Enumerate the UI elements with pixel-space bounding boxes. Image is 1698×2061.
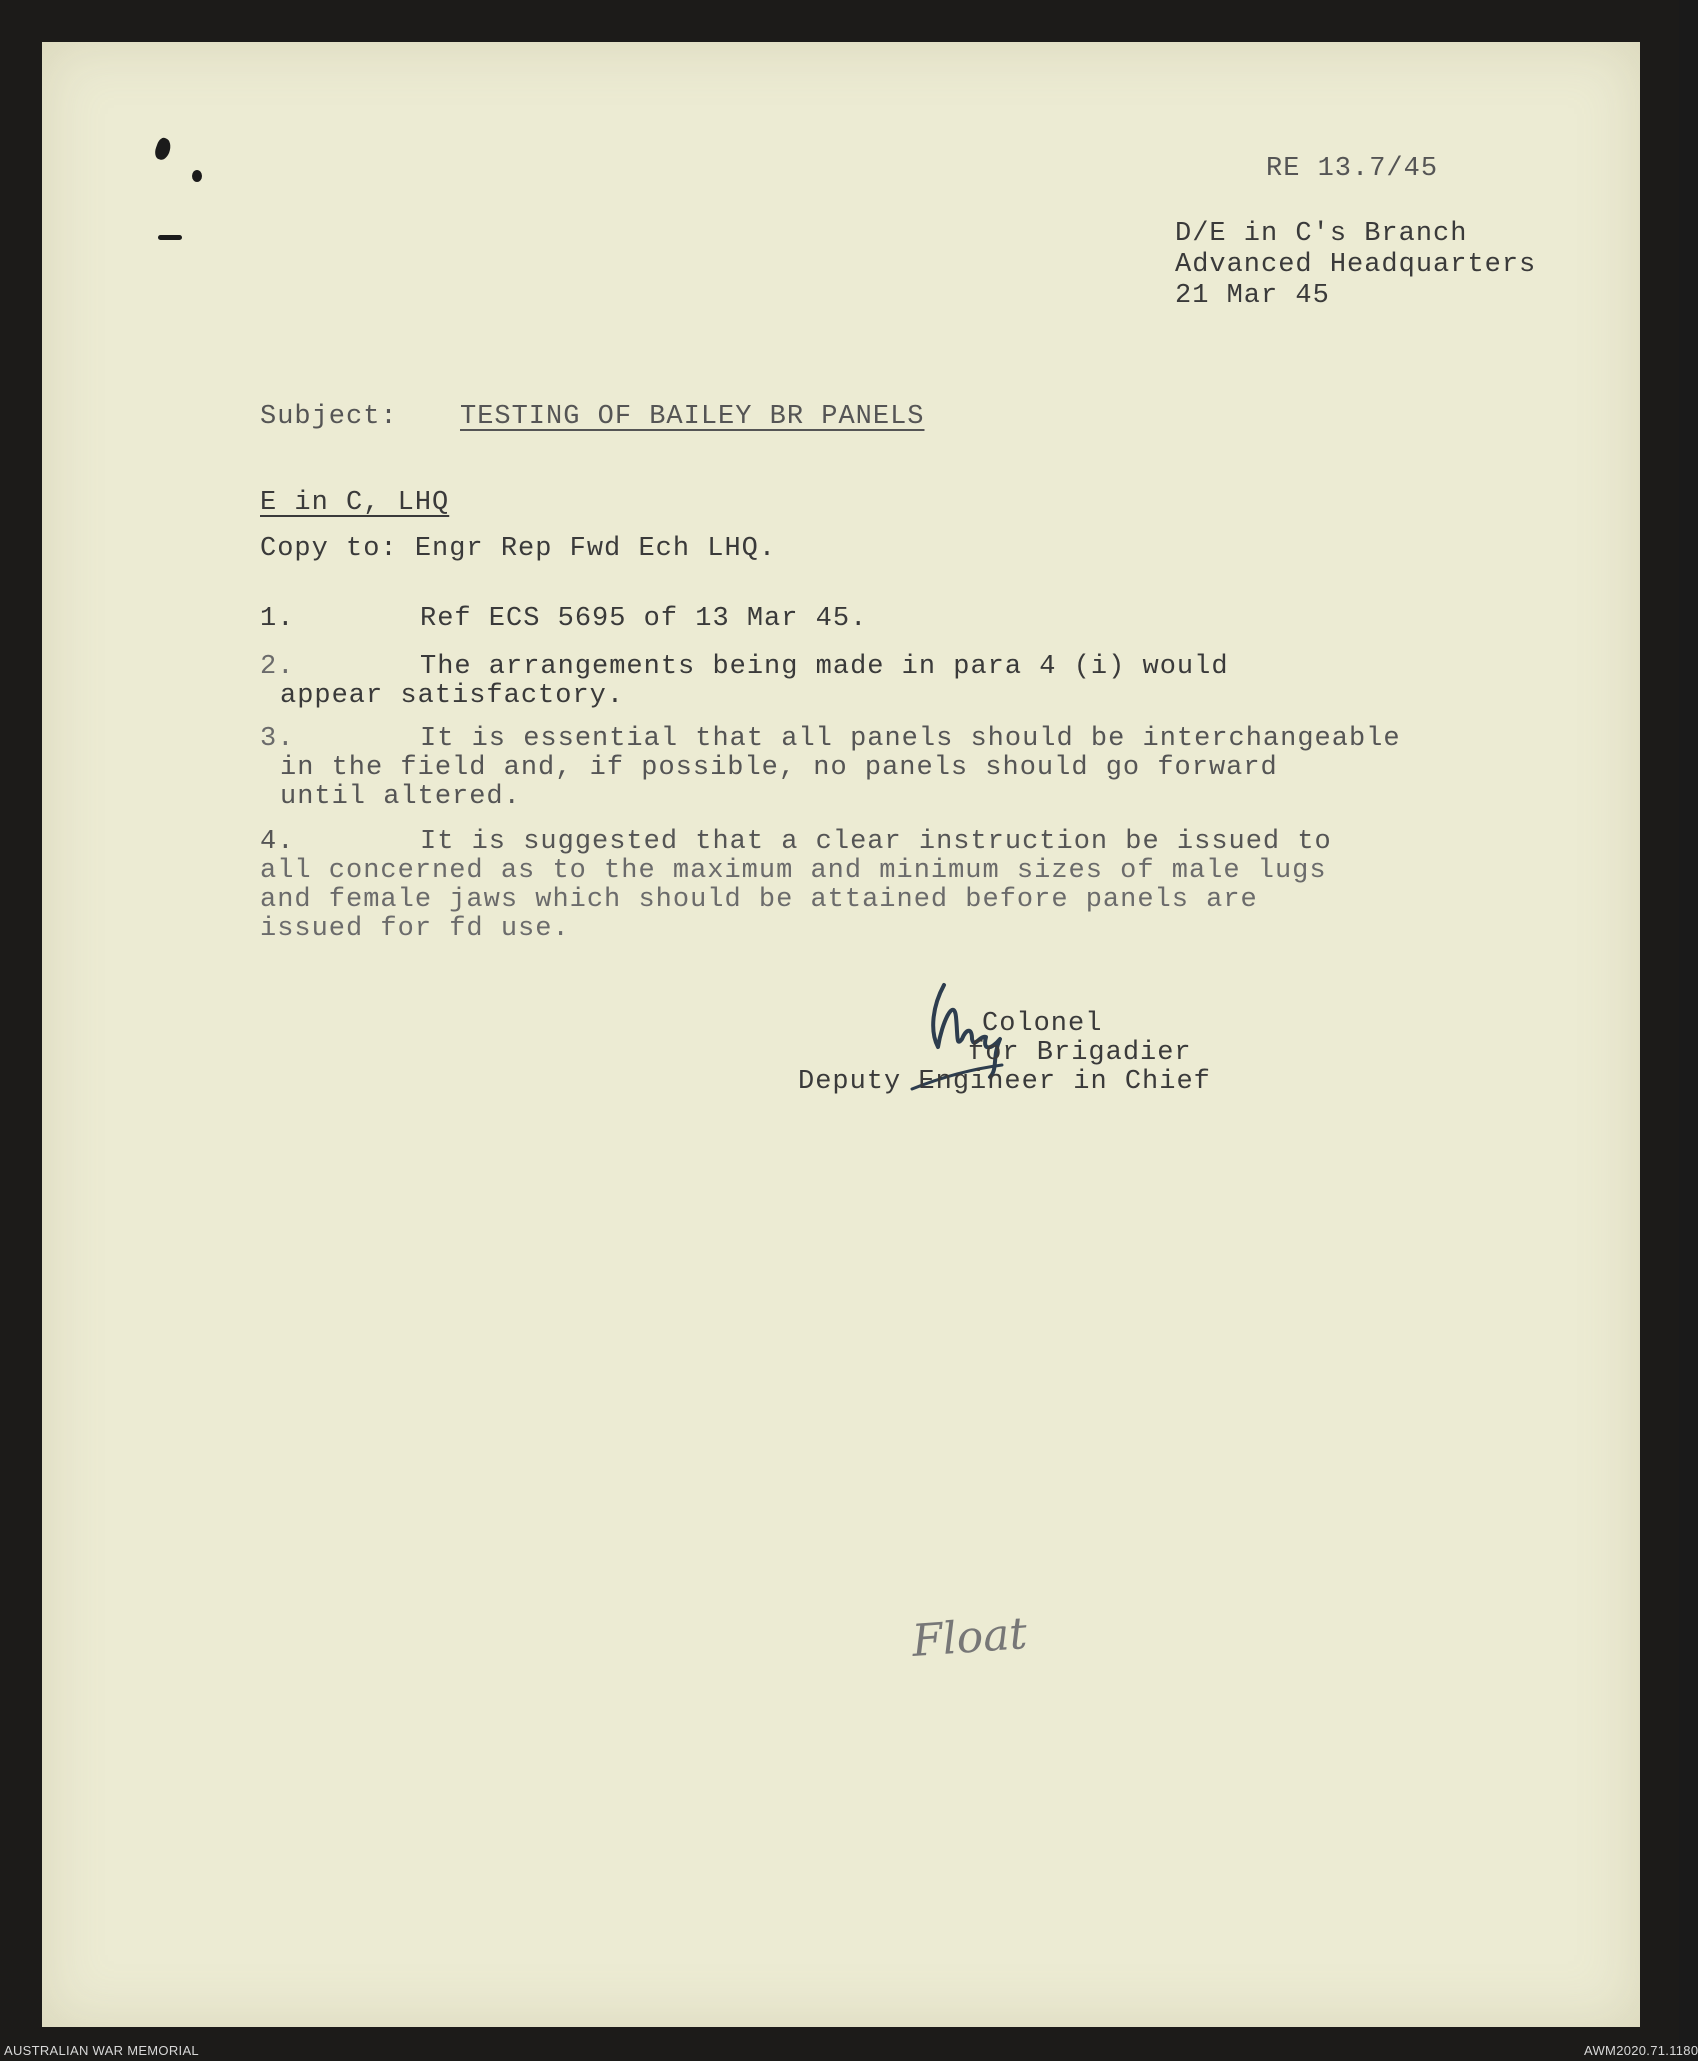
document-page [42, 42, 1640, 2027]
copy-to-line: Copy to: Engr Rep Fwd Ech LHQ. [260, 534, 777, 564]
paragraph-number: 1. [260, 604, 295, 634]
paragraph-line: until altered. [280, 782, 521, 812]
document-date: 21 Mar 45 [1175, 281, 1330, 311]
punch-hole-mark [158, 235, 182, 240]
addressee: E in C, LHQ [260, 488, 450, 518]
paragraph-line: in the field and, if possible, no panels should go forward [280, 753, 1278, 783]
paragraph-line: appear satisfactory. [280, 681, 625, 711]
signature-title: Deputy Engineer in Chief [798, 1067, 1211, 1097]
signature-rank: Colonel [982, 1009, 1103, 1039]
paragraph-line: issued for fd use. [260, 914, 570, 944]
paragraph-line: The arrangements being made in para 4 (i) would [420, 652, 1229, 682]
signature-for: for Brigadier [968, 1038, 1192, 1068]
footer-right-label: AWM2020.71.1180 [1584, 2043, 1698, 2058]
subject-text: TESTING OF BAILEY BR PANELS [460, 402, 925, 432]
sender-headquarters: Advanced Headquarters [1175, 250, 1537, 280]
sender-branch: D/E in C's Branch [1175, 219, 1468, 249]
document-reference: RE 13.7/45 [1266, 154, 1439, 184]
punch-hole-mark [192, 170, 202, 182]
paragraph-number: 2. [260, 652, 295, 682]
paragraph-line: and female jaws which should be attained before panels are [260, 885, 1258, 915]
punch-hole-mark [153, 136, 174, 161]
paragraph-line: all concerned as to the maximum and minimum sizes of male lugs [260, 856, 1327, 886]
paragraph-line: It is suggested that a clear instruction be issued to [420, 827, 1332, 857]
paragraph-number: 3. [260, 724, 295, 754]
paragraph-line: It is essential that all panels should be interchangeable [420, 724, 1401, 754]
paragraph-line: Ref ECS 5695 of 13 Mar 45. [420, 604, 868, 634]
subject-label: Subject: [260, 402, 398, 432]
handwritten-note: Float [910, 1608, 1029, 1667]
footer-left-label: AUSTRALIAN WAR MEMORIAL [4, 2043, 199, 2058]
paragraph-number: 4. [260, 827, 295, 857]
